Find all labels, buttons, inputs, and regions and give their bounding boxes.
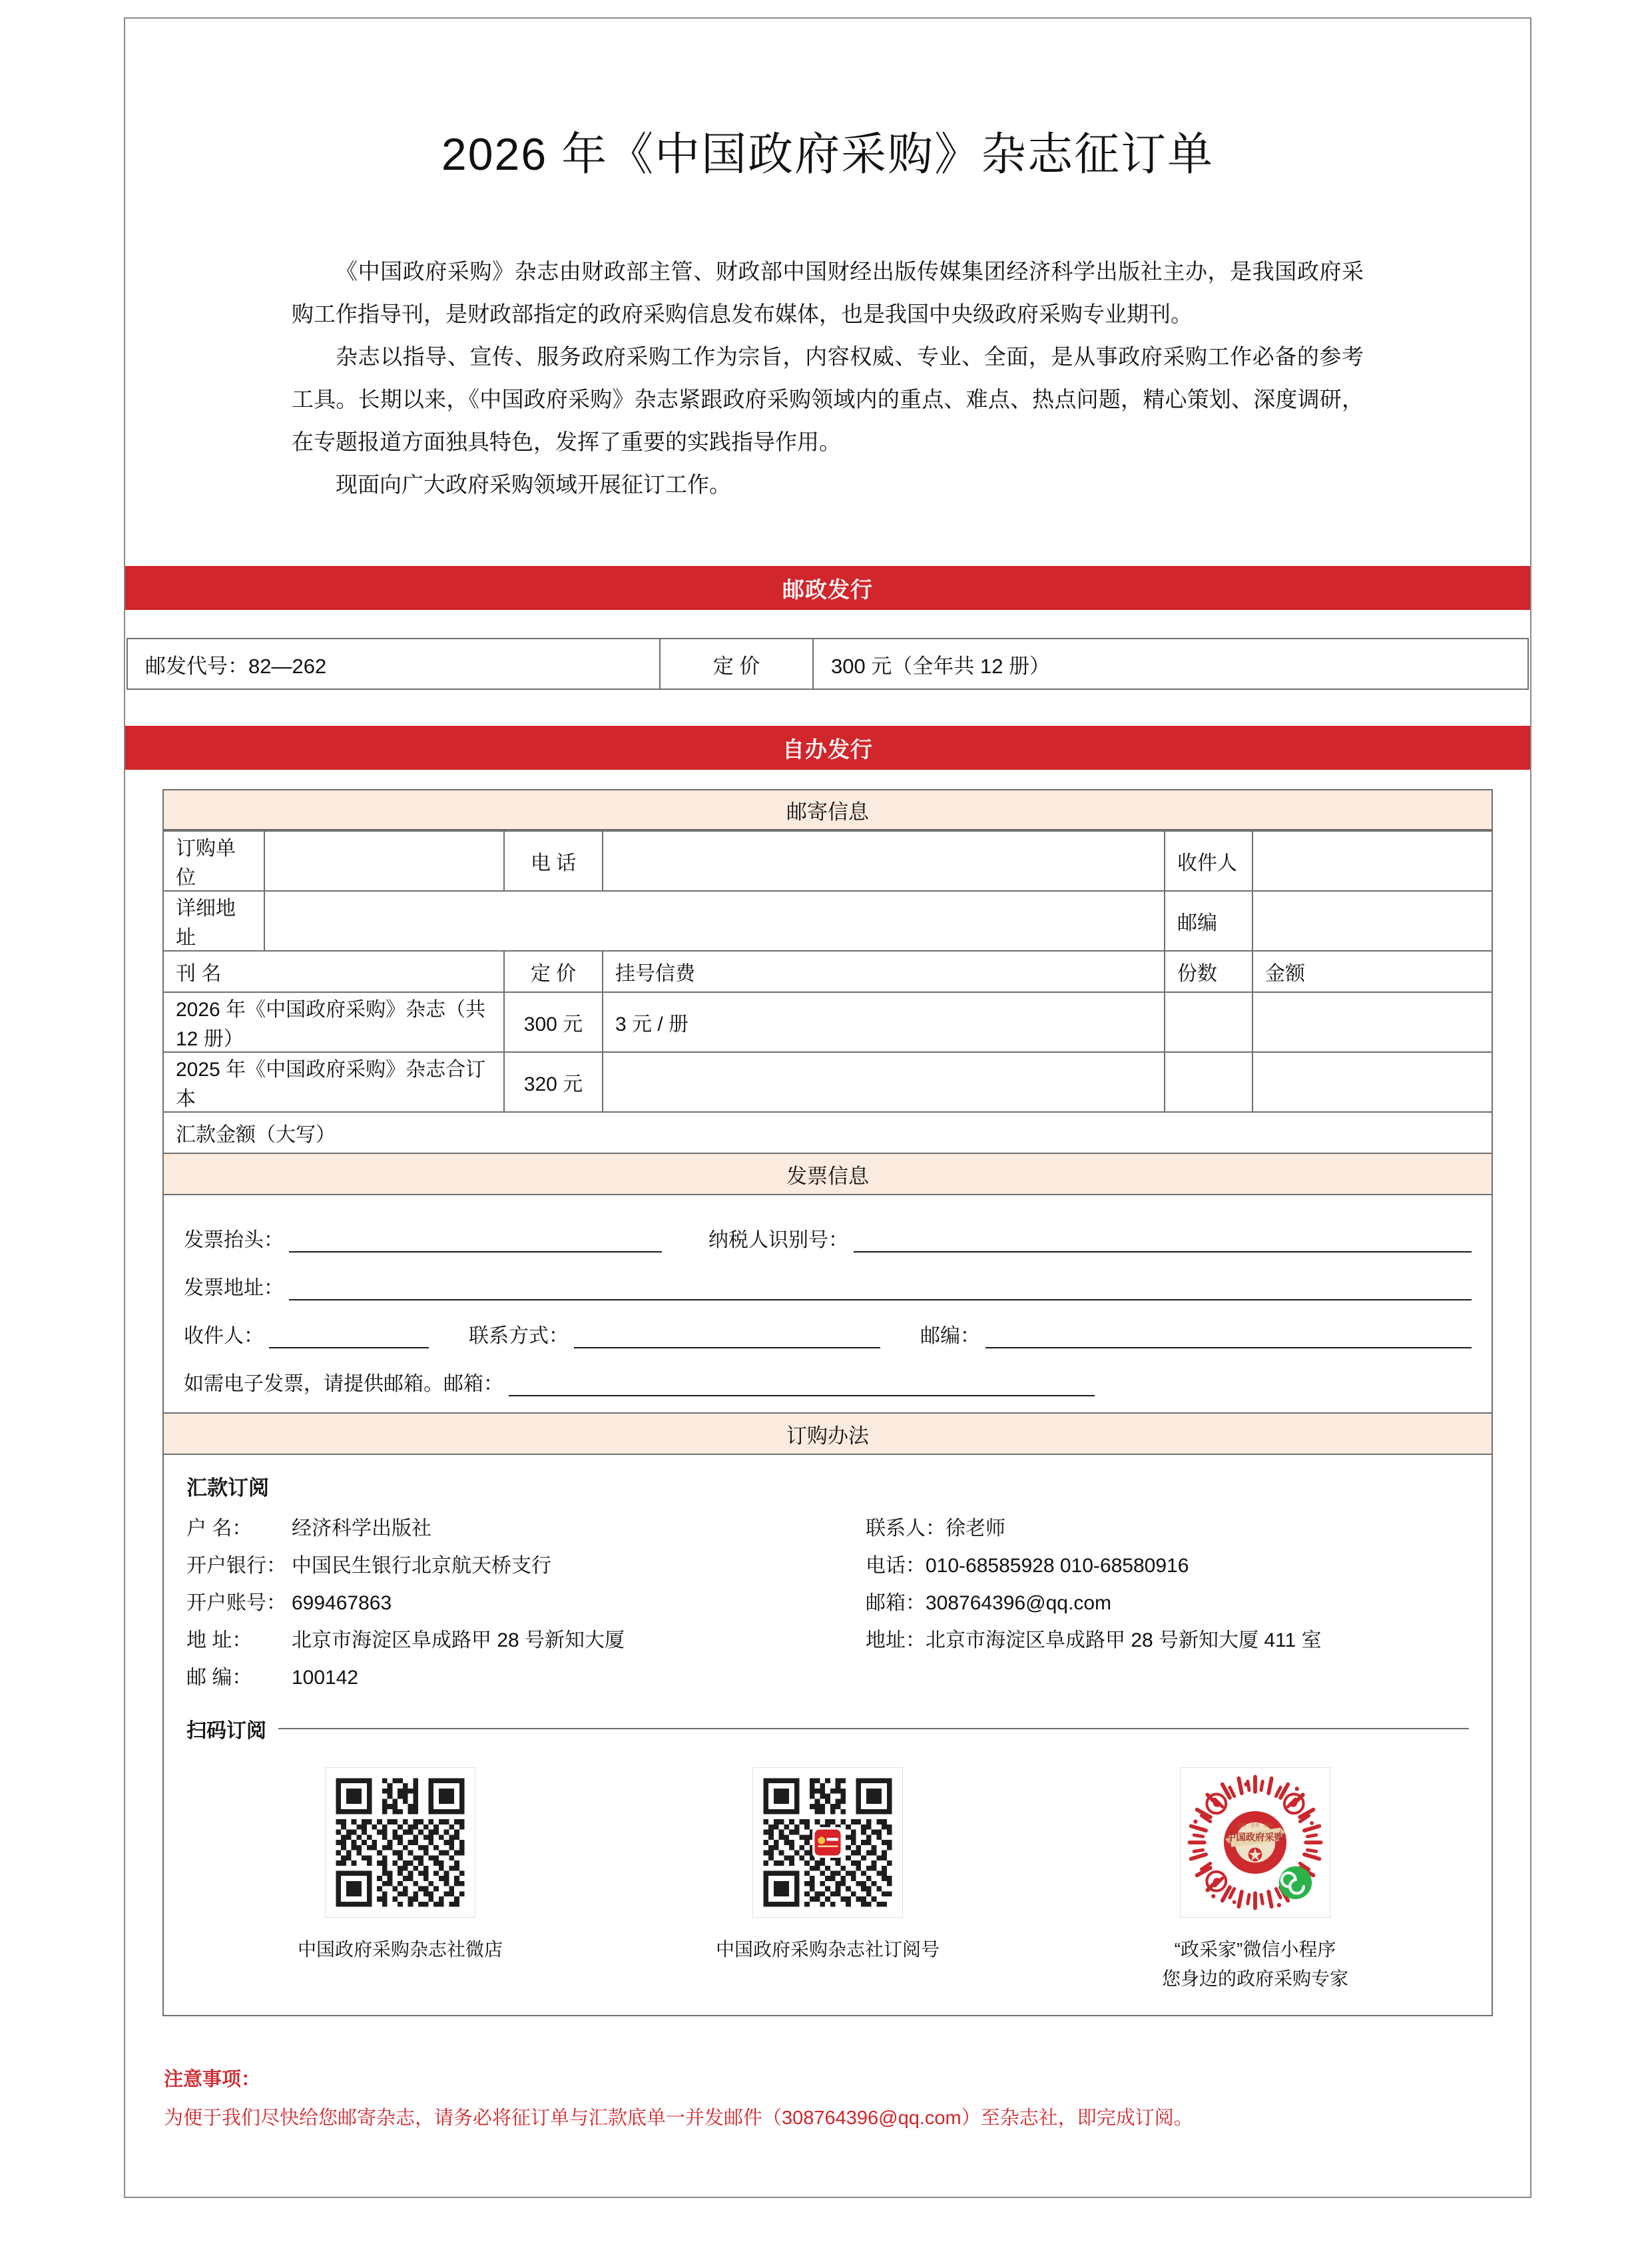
subsection-header-order-methods: 订购办法 — [162, 1414, 1493, 1455]
bank-address-value: 北京市海淀区阜成路甲 28 号新知大厦 — [292, 1629, 625, 1651]
contact-address-line — [866, 1622, 1469, 1659]
intro-paragraph-1: 《中国政府采购》杂志由财政部主管、财政部中国财经出版传媒集团经济科学出版社主办，是我国政府采购工作指导刊，是财政部指定的政府采购信息发布媒体，也是我国中央级政府采购专业期刊。 — [292, 259, 1364, 326]
phone-label: 电 话 — [504, 831, 603, 891]
contact-phone-label: 电话： — [866, 1555, 926, 1577]
invoice-title-label: 发票抬头： — [184, 1229, 284, 1251]
section-header-self-distribution: 自办发行 — [125, 726, 1530, 770]
qr-miniprogram-svg — [1181, 1768, 1330, 1917]
bank-address-label: 地 址： — [186, 1629, 252, 1651]
contact-address-value: 北京市海淀区阜成路甲 28 号新知大厦 411 室 — [926, 1629, 1322, 1651]
contact-address-label: 地址： — [866, 1629, 926, 1651]
invoice-info-box — [162, 1195, 1493, 1414]
qr-plain-svg — [326, 1768, 475, 1917]
invoice-recipient-row — [184, 1319, 1472, 1348]
scan-subscribe-header — [186, 1714, 1469, 1743]
item-postage — [603, 1052, 1165, 1112]
account-no-line — [186, 1585, 866, 1622]
order-contact-column — [866, 1510, 1469, 1697]
column-header-copies: 份数 — [1165, 951, 1252, 992]
order-methods-box — [162, 1455, 1493, 2016]
column-header-postage: 挂号信费 — [603, 951, 1165, 992]
subsection-header-mailing-info: 邮寄信息 — [162, 789, 1493, 830]
zip-label: 邮编 — [1165, 891, 1252, 951]
qr-item-subscription-account — [614, 1767, 1041, 1994]
contact-person-value: 徐老师 — [946, 1518, 1005, 1540]
svg-text:中国政府采购: 中国政府采购 — [1227, 1832, 1284, 1843]
invoice-address-row — [184, 1271, 1472, 1300]
qr-code-row — [186, 1767, 1469, 1998]
mailing-info-table — [162, 830, 1493, 1154]
remit-subscribe-title: 汇款订阅 — [186, 1476, 269, 1500]
qr-code-icon[interactable] — [325, 1767, 475, 1918]
bank-zip-line — [186, 1659, 866, 1697]
postal-price-value-cell: 300 元（全年共 12 册） — [813, 639, 1528, 689]
horizontal-rule — [278, 1728, 1469, 1729]
svg-text:指导 · 宣传 · 服务: 指导 · 宣传 · 服务 — [1237, 1823, 1273, 1828]
invoice-address-input[interactable] — [289, 1276, 1472, 1300]
table-row — [163, 891, 1492, 951]
remittance-total-label[interactable]: 汇款金额（大写） — [163, 1112, 1492, 1153]
table-row — [163, 1112, 1492, 1153]
postal-distribution-table — [127, 638, 1529, 690]
invoice-contact-label: 联系方式： — [469, 1325, 569, 1347]
account-no-value: 699467863 — [292, 1592, 392, 1614]
invoice-recipient-label: 收件人： — [184, 1325, 264, 1347]
qr-caption-line-1: “政采家”微信小程序 — [1174, 1939, 1336, 1960]
postal-code-cell: 邮发代号：82—262 — [127, 639, 660, 689]
invoice-email-label: 如需电子发票，请提供邮箱。邮箱： — [184, 1373, 503, 1395]
item-amount-input[interactable] — [1252, 1052, 1492, 1112]
order-unit-label: 订购单位 — [163, 831, 264, 891]
order-unit-input[interactable] — [264, 831, 504, 891]
invoice-zip-label: 邮编： — [920, 1325, 980, 1347]
tax-id-label: 纳税人识别号： — [708, 1229, 848, 1251]
contact-phone-value: 010-68585928 010-68580916 — [926, 1555, 1189, 1577]
table-row — [163, 992, 1492, 1052]
item-name: 2025 年《中国政府采购》杂志合订本 — [163, 1052, 504, 1112]
invoice-title-input[interactable] — [289, 1229, 662, 1253]
section-header-postal: 邮政发行 — [125, 566, 1530, 610]
order-bank-column — [186, 1510, 866, 1697]
qr-item-microstore — [186, 1767, 614, 1994]
contact-email-value[interactable]: 308764396@qq.com — [926, 1592, 1111, 1614]
table-row — [163, 831, 1492, 891]
contact-email-line — [866, 1585, 1469, 1622]
item-copies-input[interactable] — [1165, 992, 1252, 1052]
invoice-recipient-input[interactable] — [269, 1324, 429, 1348]
qr-caption: 中国政府采购杂志社订阅号 — [715, 1939, 940, 1960]
postal-price-label-cell: 定 价 — [660, 639, 813, 689]
contact-person-label: 联系人： — [866, 1518, 946, 1540]
column-header-amount: 金额 — [1252, 951, 1492, 992]
qr-caption-line-2: 您身边的政府采购专家 — [1161, 1968, 1348, 1989]
notice-body: 为便于我们尽快给您邮寄杂志，请务必将征订单与汇款底单一并发邮件（308764396@qq.com）至杂志社，即完成订阅。 — [164, 2107, 1193, 2129]
table-row — [163, 1052, 1492, 1112]
invoice-email-row — [184, 1367, 1472, 1396]
column-header-price: 定 价 — [504, 951, 603, 992]
intro-paragraph-3: 现面向广大政府采购领域开展征订工作。 — [336, 472, 731, 497]
miniprogram-qr-code-icon[interactable] — [1180, 1767, 1330, 1918]
intro-paragraph-2: 杂志以指导、宣传、服务政府采购工作为宗旨，内容权威、专业、全面，是从事政府采购工作必备的参考工具。长期以来，《中国政府采购》杂志紧跟政府采购领域内的重点、难点、热点问题，精心策划、深度调研，在专题报道方面独具特色，发挥了重要的实践指导作用。 — [292, 344, 1364, 454]
item-price: 320 元 — [504, 1052, 603, 1112]
account-name-value: 经济科学出版社 — [292, 1518, 431, 1540]
page-frame — [124, 17, 1531, 2198]
intro-paragraphs — [292, 250, 1364, 506]
column-header-name: 刊 名 — [163, 951, 504, 992]
bank-value: 中国民生银行北京航天桥支行 — [292, 1555, 551, 1577]
recipient-input[interactable] — [1252, 831, 1492, 891]
item-amount-input[interactable] — [1252, 992, 1492, 1052]
contact-email-label: 邮箱： — [866, 1592, 926, 1614]
table-header-row — [163, 951, 1492, 992]
bank-line — [186, 1547, 866, 1585]
qr-logo-svg — [753, 1768, 902, 1917]
page-title: 2026 年《中国政府采购》杂志征订单 — [441, 129, 1215, 180]
order-columns — [186, 1510, 1469, 1697]
contact-phone-line — [866, 1547, 1469, 1585]
self-distribution-block — [162, 789, 1493, 2016]
item-price: 300 元 — [504, 992, 603, 1052]
qr-caption: 中国政府采购杂志社微店 — [297, 1939, 503, 1960]
invoice-title-row — [184, 1223, 1472, 1253]
bank-label: 开户银行： — [186, 1555, 286, 1577]
account-name-line — [186, 1510, 866, 1547]
item-postage: 3 元 / 册 — [603, 992, 1165, 1052]
subsection-header-invoice-info: 发票信息 — [162, 1154, 1493, 1195]
invoice-address-label: 发票地址： — [184, 1277, 284, 1299]
account-name-label: 户 名： — [186, 1518, 252, 1540]
table-row — [127, 639, 1528, 689]
bank-address-line — [186, 1622, 866, 1659]
qr-code-icon[interactable] — [752, 1767, 903, 1918]
bank-zip-label: 邮 编： — [186, 1667, 252, 1689]
account-no-label: 开户账号： — [186, 1592, 286, 1614]
invoice-contact-input[interactable] — [574, 1324, 880, 1348]
item-copies-input[interactable] — [1165, 1052, 1252, 1112]
detail-address-input[interactable] — [264, 891, 1165, 951]
item-name: 2026 年《中国政府采购》杂志（共 12 册） — [163, 992, 504, 1052]
scan-subscribe-title: 扫码订阅 — [186, 1720, 266, 1742]
detail-address-label: 详细地址 — [163, 891, 264, 951]
zip-input[interactable] — [1252, 891, 1492, 951]
contact-person-line — [866, 1510, 1469, 1547]
invoice-zip-input[interactable] — [985, 1324, 1472, 1348]
qr-item-miniprogram — [1041, 1767, 1469, 1994]
tax-id-input[interactable] — [854, 1229, 1472, 1253]
phone-input[interactable] — [603, 831, 1165, 891]
wechat-miniprogram-badge — [1279, 1866, 1312, 1899]
notice-block — [164, 2064, 1496, 2133]
qr-caption — [1041, 1935, 1469, 1994]
invoice-email-input[interactable] — [509, 1372, 1095, 1396]
bank-zip-value: 100142 — [292, 1667, 359, 1689]
notice-title: 注意事项： — [164, 2069, 261, 2090]
recipient-label: 收件人 — [1165, 831, 1252, 891]
